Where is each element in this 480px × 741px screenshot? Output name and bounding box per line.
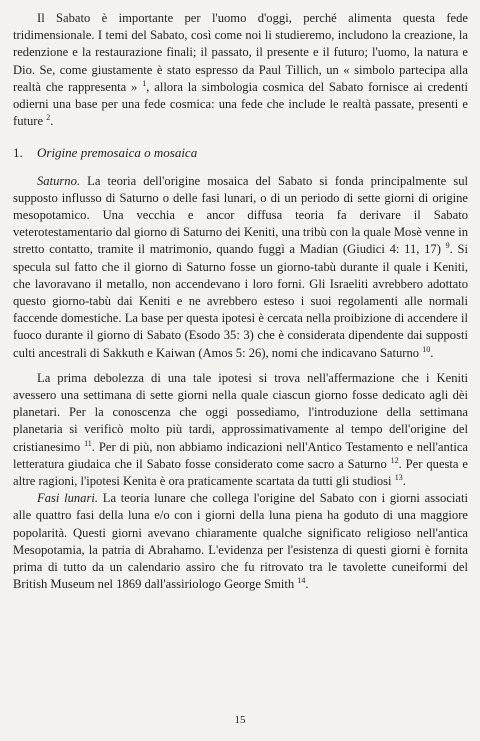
- debolezza-text-cont: . Per di più, non abbiamo indicazioni nell'Antico Testamento e nell'antica letteratura giudaica che il Sabato fosse considerato come sacro a Saturno: [13, 439, 468, 471]
- saturno-text-end: .: [430, 345, 434, 360]
- debolezza-paragraph: [13, 370, 468, 490]
- debolezza-text-cont2: . Per questa e altre ragioni, l'ipotesi Kenita è ora praticamente scartata da tutti gli studiosi: [13, 456, 468, 489]
- fasi-text: La teoria lunare che collega l'origine del Sabato con i giorni associati alle quattro fasi della luna e/o con i giorni della luna piena ha goduto di una maggiore popolarità. Questi giorni avevano chiaramente qualche significato religioso nell'antica Mesopotamia, la patria di Abrahamo. L'evidenza per l'esistenza di questi giorni è fornita prima di tutto da un calendario assiro che fu ritrovato tra le tavolette cuneiformi del British Museum nel 1869 dall'assiriologo George Smith: [13, 491, 468, 592]
- footnote-ref-11[interactable]: 11: [84, 438, 92, 448]
- body-text: [13, 10, 468, 594]
- page-number: 15: [234, 714, 246, 726]
- fasi-label: Fasi lunari.: [37, 491, 99, 506]
- intro-paragraph: [13, 10, 468, 130]
- debolezza-text-end: .: [402, 474, 406, 489]
- section-title: Origine premosaica o mosaica: [37, 145, 198, 161]
- paragraph-gap: [13, 362, 468, 370]
- intro-text-cont: , allora la simbologia cosmica del Sabato fornisce ai credenti odierni una base per una fede cosmica: una fede che include le realtà passate, presenti e future: [13, 79, 468, 129]
- saturno-paragraph: [13, 173, 468, 362]
- saturno-label: Saturno.: [37, 173, 81, 188]
- fasi-paragraph: [13, 490, 468, 593]
- footnote-ref-14[interactable]: 14: [297, 576, 306, 586]
- footnote-ref-9[interactable]: 9: [445, 241, 450, 251]
- intro-text: Il Sabato è importante per l'uomo d'oggi, perché alimenta questa fede tridimensionale. I temi del Sabato, così come noi li studieremo, includono la creazione, la redenzione e la restaurazione finali; il passato, il presente e il futuro; l'uomo, la natura e Dio. Se, come giustamente è stato espresso da Paul Tillich, un « simbolo partecipa alla realtà che rappresenta »: [13, 11, 468, 94]
- footnote-ref-12[interactable]: 12: [390, 455, 399, 465]
- footnote-ref-2[interactable]: 2: [46, 113, 51, 123]
- fasi-text-end: .: [305, 577, 309, 592]
- saturno-text-cont: . Si specula sul fatto che il giorno di Saturno fosse un giorno-tabù durante il quale i Keniti, che lavoravano il metallo, non accendevano i loro forni. Gli Israeliti avrebbero adottato questo giorno-tabù dai Keniti e ne avrebbero esteso i suoi regolamenti alle normali faccende domestiche. La base per questa ipotesi è cercata nella proibizione di accendere il fuoco durante il giorno di Sabato (Esodo 35: 3) che è considerata dipendente dai supposti culti ancestrali di Sakkuth e Kaiwan (Amos 5: 26), nomi che indicavano Saturno: [13, 242, 468, 360]
- intro-text-end: .: [50, 114, 54, 129]
- saturno-text: La teoria dell'origine mosaica del Sabato si fonda principalmente sul supposto influsso di Saturno o delle fasi lunari, o di un periodo di sette giorni di origine mesopotamico. Una vecchia e ancor diffusa teoria fa derivare il Sabato veterotestamentario dal giorno di Saturno dei Keniti, una tribù con la quale Mosè venne in stretto contatto, tramite il matrimonio, quando fuggì a Madian (Giudici 4: 11, 17): [13, 173, 468, 257]
- debolezza-text: La prima debolezza di una tale ipotesi si trova nell'affermazione che i Keniti avessero una settimana di sette giorni nella quale ciascun giorno fosse dedicato agli dèi planetari. Per la conoscenza che oggi possediamo, l'introduzione della settimana planetaria si verificò molto più tardi, approssimativamente al tempo dell'origine del cristianesimo: [13, 370, 468, 454]
- section-heading: [13, 144, 468, 161]
- section-number: 1.: [13, 145, 23, 161]
- footnote-ref-1[interactable]: 1: [142, 78, 147, 88]
- footnote-ref-13[interactable]: 13: [394, 472, 403, 482]
- footnote-ref-10[interactable]: 10: [422, 344, 431, 354]
